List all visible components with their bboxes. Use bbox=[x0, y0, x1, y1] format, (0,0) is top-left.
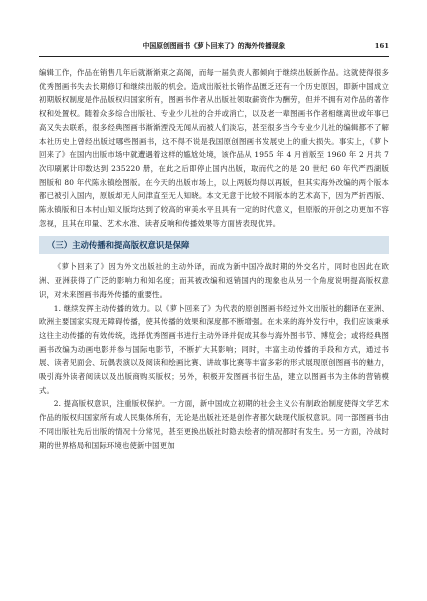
paragraph: 《萝卜回来了》因为外文出版社的主动外译，而成为新中国冷战时期的外交名片，同时也因此在欧洲、亚洲获得了广泛的影响力和知名度；而其被改编和返销国内的现象也从另一个角度说明提高版权意识，对未来图画书海外传播的重要性。 bbox=[39, 262, 389, 299]
page-number: 161 bbox=[374, 42, 389, 50]
section-heading: （三）主动传播和提高版权意识是保障 bbox=[39, 236, 389, 254]
running-title: 中国原创图画书《萝卜回来了》的海外传播现象 bbox=[142, 42, 286, 50]
running-head bbox=[39, 40, 389, 53]
paragraph: 1. 继续发挥主动传播的效力。以《萝卜回来了》为代表的原创图画书经过外文出版社的翻译在亚洲、欧洲主要国家实现无障碍传播，使其传播的效果和深度都不断增强。在未来的海外发行中，我们应该秉承这往主动传播的有效传统，选择优秀图画书进行主动外译并促成其参与海外图书节、博览会；或将经典图画书改编为动画电影并参与国际电影节，不断扩大其影响；同时，丰富主动传播的手段和方式，通过书展、读者见面会、玩偶表演以及阅读和绘画比赛、讲故事比赛等丰富多彩的形式展现原创图画书的魅力，吸引海外读者阅读以及出版商购买版权；另外，积极开发图画书衍生品，建立以图画书为主体的营销模式。 bbox=[39, 303, 389, 395]
body-text bbox=[39, 66, 389, 452]
header-rule bbox=[39, 56, 389, 57]
paragraph: 编辑工作，作品在销售几年后就渐渐束之高阁，而每一届负责人都倾向于继续出版新作品。这就使得很多优秀图画书失去长期修订和继续出版的机会。造成出版社长销作品匮乏还有一个历史原因，即新中国成立初期版权制度是作品版权归国家所有，图画书作者从出版社领取薪资作为酬劳，但并不拥有对作品的著作权和处置权。随着众多综合出版社、专业少儿社的合并或消亡，以及老一辈图画书作者相继离世或年事已高又失去联系，很多经典图画书渐渐湮没无闻从而被人们淡忘，甚至很多当今专业少儿社的编辑都不了解本社历史上曾经出版过哪些图画书，这不得不说是我国原创图画书发展史上的重大损失。事实上，《萝卜回来了》在国内出版市场中就遭遇着这样的尴尬处境，该作品从 1955 年 4 月首版至 1960 年 2 月共 7 次印刷累计印数达到 235220 册，在此之后即停止国内出版，取而代之的是 20 世纪 60 年代严西湖版图版和 80 年代陈永镇绘图版。在今天的出版市场上，以上两版均得以再版，但其实海外改编的两个版本都已被引入国内，原版却无人问津直至无人知晓。本文无意于比较不同版本的艺术高下，因为严折西版、陈永镇版和日本村山知义版均达到了较高的审美水平且具有一定的时代意义，但原版的开创之功更加不容忽视，且其在印量、艺术水准、读者反响和传播效果等方面皆表现优异。 bbox=[39, 68, 389, 228]
paragraph: 2. 提高版权意识，注重版权保护。一方面，新中国成立初期的社会主义公有制政治制度使得文学艺术作品的版权归国家所有或人民集体所有，无论是出版社还是创作者都欠缺现代版权意识。同一部图画书由不同出版社先后出版的情况十分常见，甚至更换出版社时隐去绘者的情况都时有发生。另一方面，冷战时期的世界格局和国际环境也使新中国更加 bbox=[39, 399, 389, 450]
